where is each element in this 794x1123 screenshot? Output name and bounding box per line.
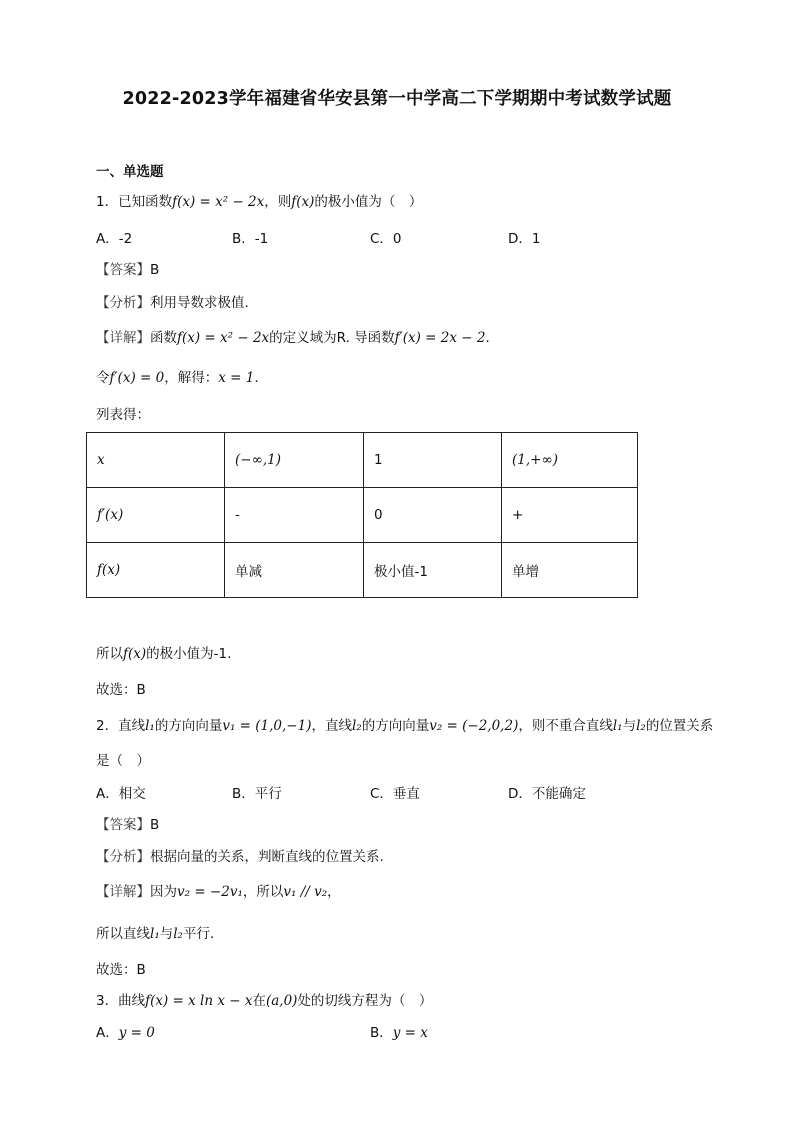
q1-option-b: B．-1 <box>232 231 269 247</box>
table-cell: f(x) <box>87 543 225 598</box>
table-row <box>87 488 638 543</box>
table-cell: - <box>225 488 364 543</box>
q2-option-c: C．垂直 <box>370 786 420 802</box>
q2-stem-line2: 是（ ） <box>96 753 150 769</box>
q1-option-a: A．-2 <box>96 231 133 247</box>
q1-detail: 【详解】函数f(x) = x² − 2x的定义域为R. 导函数f′(x) = 2x − 2. <box>96 330 490 346</box>
q1-option-c: C．0 <box>370 231 402 247</box>
q2-answer: 【答案】B <box>96 817 160 833</box>
q2-detail: 【详解】因为v₂ = −2v₁，所以v₁ // v₂， <box>96 884 341 900</box>
q1-option-d: D．1 <box>508 231 541 247</box>
q2-option-a: A．相交 <box>96 786 146 802</box>
q1-analysis: 【分析】利用导数求极值. <box>96 295 249 311</box>
q2-conclusion: 所以直线l₁与l₂平行. <box>96 926 215 942</box>
table-cell: (1,+∞) <box>502 433 638 488</box>
q3-option-b: B．y = x <box>370 1025 428 1041</box>
table-cell: 单增 <box>502 543 638 598</box>
q2-option-d: D．不能确定 <box>508 786 586 802</box>
q1-sign-table <box>86 432 638 598</box>
q1-table-intro: 列表得： <box>96 407 150 423</box>
table-cell: x <box>87 433 225 488</box>
q2-stem: 2．直线l₁的方向向量v₁ = (1,0,−1)，直线l₂的方向向量v₂ = (−2,0,2)，则不重合直线l₁与l₂的位置关系 <box>96 718 714 734</box>
document-title: 2022-2023学年福建省华安县第一中学高二下学期期中考试数学试题 <box>122 89 672 109</box>
table-cell: f′(x) <box>87 488 225 543</box>
table-cell: + <box>502 488 638 543</box>
table-cell: (−∞,1) <box>225 433 364 488</box>
q3-option-a: A．y = 0 <box>96 1025 155 1041</box>
q1-conclusion: 所以f(x)的极小值为-1. <box>96 646 232 662</box>
table-row <box>87 543 638 598</box>
q1-choose: 故选：B <box>96 682 146 698</box>
q2-analysis: 【分析】根据向量的关系，判断直线的位置关系. <box>96 849 384 865</box>
q1-solve-line: 令f′(x) = 0，解得：x = 1. <box>96 370 259 386</box>
section-heading: 一、单选题 <box>96 164 164 180</box>
table-cell: 单减 <box>225 543 364 598</box>
table-cell: 极小值-1 <box>364 543 502 598</box>
q3-stem: 3．曲线f(x) = x ln x − x在(a,0)处的切线方程为（ ） <box>96 993 433 1009</box>
q2-choose: 故选：B <box>96 962 146 978</box>
q2-option-b: B．平行 <box>232 786 282 802</box>
table-cell: 0 <box>364 488 502 543</box>
table-row <box>87 433 638 488</box>
table-cell: 1 <box>364 433 502 488</box>
q1-stem: 1．已知函数f(x) = x² − 2x，则f(x)的极小值为（ ） <box>96 194 423 210</box>
q1-answer: 【答案】B <box>96 262 160 278</box>
